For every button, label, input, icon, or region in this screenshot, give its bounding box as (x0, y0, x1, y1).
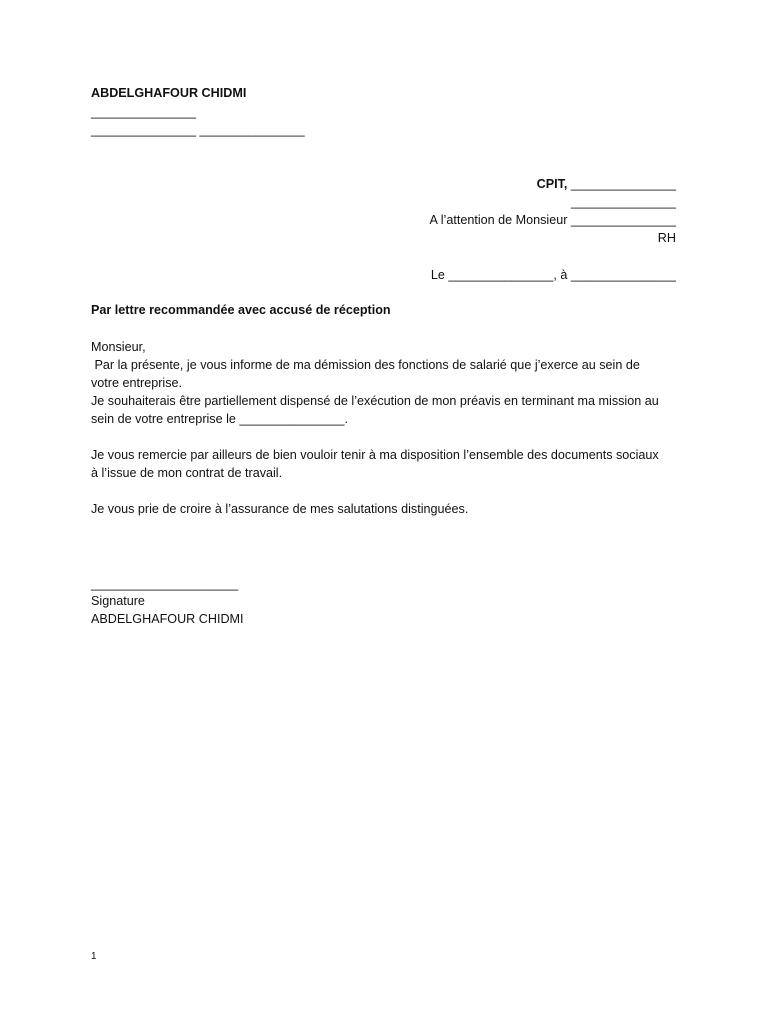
signature-label: Signature (91, 594, 145, 608)
recipient-address-blank: _______________ (570, 195, 676, 209)
recipient-attention: A l’attention de Monsieur _______________ (429, 213, 676, 227)
sender-address-line-1: _______________ (91, 105, 197, 119)
subject-line: Par lettre recommandée avec accusé de réception (91, 303, 391, 317)
recipient-company-label: CPIT, (536, 177, 568, 191)
recipient-department: RH (657, 231, 676, 245)
signature-line: _____________________ (91, 577, 239, 591)
sender-address-line-2: _______________ _______________ (91, 123, 305, 137)
sender-name: ABDELGHAFOUR CHIDMI (91, 86, 247, 100)
body-paragraph-1-line-2: votre entreprise. (91, 376, 182, 390)
signature-name: ABDELGHAFOUR CHIDMI (91, 612, 244, 626)
body-paragraph-2-line-1: Je souhaiterais être partiellement dispensé de l’exécution de mon préavis en terminant ma mission au (91, 394, 659, 408)
body-paragraph-1-line-1: Par la présente, je vous informe de ma démission des fonctions de salarié que j’exerce au sein de (91, 358, 640, 372)
closing-formula: Je vous prie de croire à l’assurance de mes salutations distinguées. (91, 502, 469, 516)
recipient-company-blank: _______________ (567, 177, 676, 191)
date-place-line: Le _______________, à _______________ (430, 268, 676, 282)
body-paragraph-3-line-1: Je vous remercie par ailleurs de bien vouloir tenir à ma disposition l’ensemble des documents sociaux (91, 448, 659, 462)
recipient-company (537, 175, 676, 193)
body-paragraph-3-line-2: à l’issue de mon contrat de travail. (91, 466, 283, 480)
body-paragraph-2-line-2: sein de votre entreprise le _______________. (91, 412, 348, 426)
page-number: 1 (91, 951, 97, 962)
salutation: Monsieur, (91, 340, 146, 354)
